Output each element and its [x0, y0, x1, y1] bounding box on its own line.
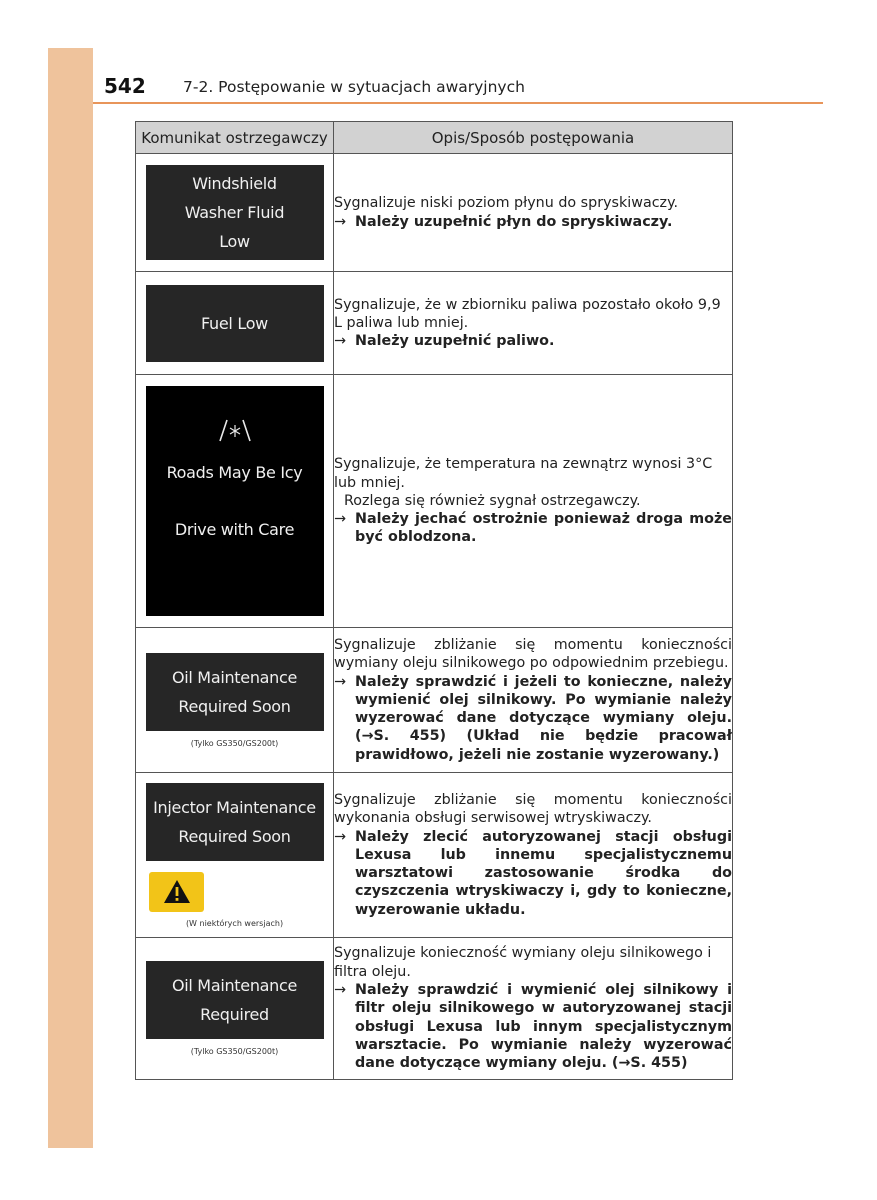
action-text: → Należy uzupełnić płyn do spryskiwaczy.: [334, 213, 673, 230]
table-row: [136, 628, 733, 773]
display-message: [146, 783, 324, 861]
message-cell: [136, 154, 334, 272]
arrow-icon: →: [334, 511, 346, 528]
arrow-icon: →: [334, 982, 346, 999]
action-text: → Należy sprawdzić i jeżeli to konieczne, należy wymienić olej silnikowy. Po wymianie należy wyzerować dane dotyczące wymiany oleju. (→S. 455) (Układ nie będzie pracował prawidłowo, jeżeli nie zostanie wyzerowany.): [334, 673, 732, 763]
message-cell: [136, 773, 334, 938]
display-line: Washer Fluid: [184, 203, 285, 222]
description-cell: [334, 272, 733, 375]
display-message: [146, 285, 324, 362]
description-text: Sygnalizuje zbliżanie się momentu konieczności wykonania obsługi serwisowej wtryskiwaczy.: [334, 791, 732, 827]
header-description: Opis/Sposób postępowania: [334, 122, 733, 154]
warning-triangle-icon: [149, 872, 204, 912]
table-row: [136, 375, 733, 628]
version-note: (W niektórych wersjach): [185, 918, 284, 928]
action-text: → Należy uzupełnić paliwo.: [334, 333, 555, 350]
display-line: Required Soon: [178, 826, 291, 846]
chapter-side-tab: [48, 48, 93, 1148]
description-cell: [334, 938, 733, 1080]
display-message: [146, 653, 324, 731]
table-row: [136, 272, 733, 375]
arrow-icon: →: [334, 213, 346, 230]
description-cell: [334, 773, 733, 938]
description-cell: [334, 375, 733, 628]
display-line: Required Soon: [178, 696, 291, 716]
message-cell: [136, 272, 334, 375]
display-line: Low: [219, 232, 250, 251]
display-line: Drive with Care: [174, 520, 295, 539]
display-line: Injector Maintenance: [153, 797, 316, 817]
table-row: [136, 938, 733, 1080]
version-note: (Tylko GS350/GS200t): [190, 1047, 279, 1056]
display-line: Oil Maintenance: [171, 976, 298, 995]
section-title: 7-2. Postępowanie w sytuacjach awaryjnych: [183, 78, 525, 96]
message-cell: [136, 938, 334, 1080]
header-rule: [93, 102, 823, 104]
arrow-icon: →: [334, 333, 346, 350]
header-message: Komunikat ostrzegawczy: [136, 122, 334, 154]
road-ice-warning-icon: [218, 416, 252, 444]
table-header-row: [136, 122, 733, 154]
warning-messages-table: [135, 121, 733, 1080]
version-note: (Tylko GS350/GS200t): [190, 738, 279, 748]
description-text: Sygnalizuje, że temperatura na zewnątrz wynosi 3°C lub mniej.: [334, 456, 713, 491]
description-text: Sygnalizuje zbliżanie się momentu konieczności wymiany oleju silnikowego po odpowiednim przebiegu.: [334, 636, 732, 672]
display-message: [146, 386, 324, 616]
arrow-icon: →: [334, 673, 346, 690]
description-cell: [334, 154, 733, 272]
table-row: [136, 773, 733, 938]
message-cell: [136, 375, 334, 628]
description-cell: [334, 628, 733, 773]
action-text: → Należy zlecić autoryzowanej stacji obsługi Lexusa lub innemu specjalistycznemu warsztatowi zastosowanie środka do czyszczenia wtryskiwaczy i, gdy to konieczne, wyzerowanie układu.: [334, 828, 732, 918]
display-message: [146, 961, 324, 1039]
description-text: Sygnalizuje niski poziom płynu do spryskiwaczy.: [334, 195, 679, 212]
page-number: 542: [104, 74, 146, 98]
table-row: [136, 154, 733, 272]
message-cell: [136, 628, 334, 773]
display-line: Fuel Low: [201, 313, 268, 333]
display-line: Windshield: [192, 174, 277, 193]
action-text: → Należy jechać ostrożnie ponieważ droga może być oblodzona.: [334, 511, 732, 546]
description-text: Sygnalizuje, że w zbiorniku paliwa pozostało około 9,9 L paliwa lub mniej.: [334, 296, 721, 331]
display-line: Required: [200, 1005, 269, 1024]
display-line: Roads May Be Icy: [166, 463, 303, 482]
arrow-icon: →: [334, 828, 346, 845]
description-text: Sygnalizuje konieczność wymiany oleju silnikowego i filtra oleju.: [334, 945, 712, 980]
display-message: [146, 165, 324, 260]
display-line: Oil Maintenance: [171, 667, 298, 687]
description-text: Rozlega się również sygnał ostrzegawczy.: [344, 492, 641, 509]
action-text: → Należy sprawdzić i wymienić olej silnikowy i filtr oleju silnikowego w autoryzowanej stacji obsługi Lexusa lub innym specjalistycznym warsztacie. Po wymianie należy wyzerować dane dotyczące wymiany oleju. (→S. 455): [334, 982, 732, 1072]
